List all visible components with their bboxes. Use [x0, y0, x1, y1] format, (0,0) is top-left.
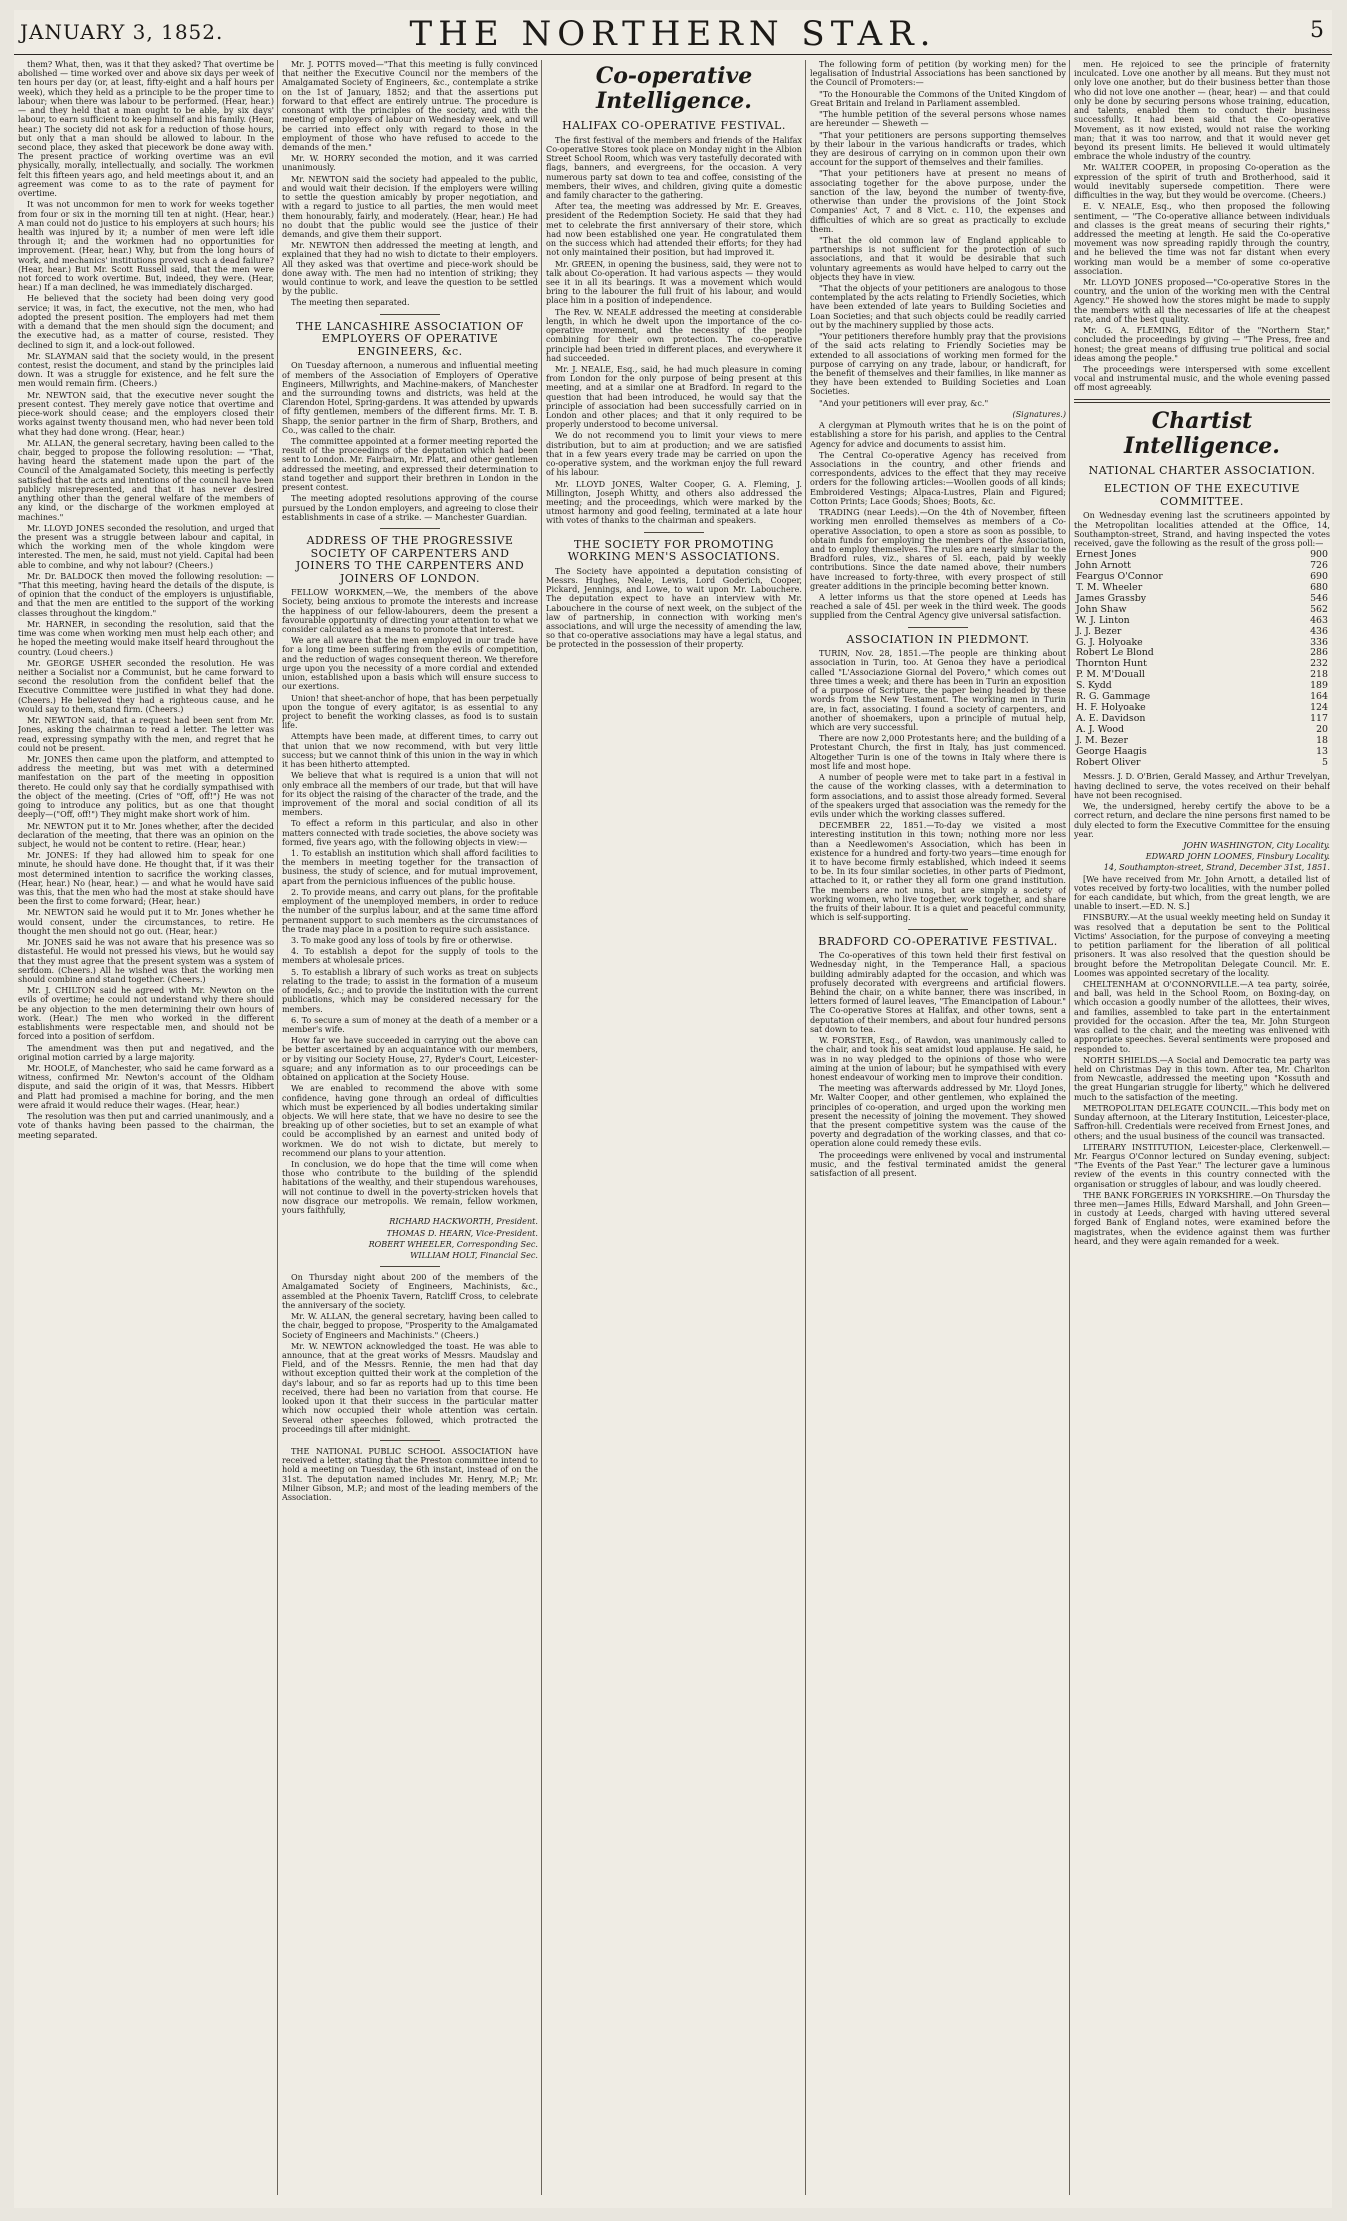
- article-paragraph: NORTH SHIELDS.—A Social and Democratic tea party was held on Christmas Day in this town. After tea, Mr. Charlton from Newcastle, addressed the meeting upon "Kossuth and the great Hungarian struggle for liberty," which he delivered much to the satisfaction of the meeting.: [1074, 1054, 1330, 1102]
- vote-row: [1074, 758, 1330, 769]
- article-paragraph: We believe that what is required is a union that will not only embrace all the members of our trade, but that will have for its object the raising of the character of the trade, and the improvement of the moral and social condition of all its members.: [282, 770, 538, 818]
- vote-count: 189: [1310, 680, 1328, 692]
- column-3: [546, 60, 802, 2200]
- article-paragraph: "That your petitioners are persons supporting themselves by their labour in the various handicrafts or trades, which they are desirous of carrying on in common upon their own account for the support of themselves and their families.: [810, 129, 1066, 168]
- article-paragraph: The Central Co-operative Agency has received from Associations in the country, and other friends and correspondents, advices to the effect that they may receive orders for the following articles:—Woollen goods of all kinds; Embroidered Vestings; Alpaca-Lustres, Plain and Figured; Cotton Prints; Lace Goods; Shoes; Boots, &c.: [810, 449, 1066, 506]
- article-paragraph: Messrs. J. D. O'Brien, Gerald Massey, and Arthur Trevelyan, having declined to serve, the votes received on their behalf have not been recognised.: [1074, 771, 1330, 800]
- article-paragraph: Mr. HOOLE, of Manchester, who said he came forward as a witness, confirmed Mr. Newton's account of the Oldham dispute, and said the origin of it was, that Messrs. Hibbert and Platt had promised a machine for boring, and the men were afraid it would reduce their wages. (Hear, hear.): [18, 1062, 274, 1110]
- section-title-cooperative: Co-operative Intelligence.: [595, 63, 753, 115]
- article-paragraph: DECEMBER 22, 1851.—To-day we visited a most interesting institution in this town; nothing more nor less than a Needlewomen's Association, which has been in existence for a hundred and forty-two years—time enough for it to have become firmly established, which indeed it seems to be. In its four similar societies, in other parts of Piedmont, attached to it, or rather they all form one grand institution. The members are not nuns, but are simply a society of working women, who live together, work together, and share the fruits of their labour. It is a quiet and peaceful community, which is self-supporting.: [810, 820, 1066, 923]
- section-rule: [908, 627, 968, 628]
- article-paragraph: THE BANK FORGERIES IN YORKSHIRE.—On Thursday the three men—James Hills, Edward Marshall, and John Green—in custody at Leeds, charged with having uttered several forged Bank of England notes, were examined before the magistrates, when the evidence against them was further heard, and they were again remanded for a week.: [1074, 1189, 1330, 1246]
- article-paragraph: Mr. GREEN, in opening the business, said, they were not to talk about Co-operation. It had various aspects — they would see it in all its bearings. It was a movement which would bring to the labourer the full fruit of his labour, and would place him in a position of independence.: [546, 258, 802, 306]
- vote-count: 18: [1316, 734, 1328, 746]
- signatory: 14, Southampton-street, Strand, December 31st, 1851.: [1103, 862, 1330, 873]
- article-paragraph: Mr. NEWTON said he would put it to Mr. Jones whether he would consent, under the circumstances, to retire. He thought the men should not go out. (Hear, hear.): [18, 907, 274, 936]
- vote-row: [1074, 747, 1330, 758]
- vote-count: 436: [1310, 625, 1328, 637]
- article-paragraph: The proceedings were interspersed with some excellent vocal and instrumental music, and the whole evening passed off most agreeably.: [1074, 364, 1330, 393]
- candidate-name: S. Kydd: [1076, 680, 1112, 692]
- vote-count: 286: [1310, 647, 1328, 659]
- page-number: 5: [1310, 18, 1324, 43]
- vote-count: 463: [1310, 614, 1328, 626]
- section-rule: [380, 314, 440, 315]
- section-rule: [380, 1266, 440, 1267]
- candidate-name: G. J. Holyoake: [1076, 636, 1143, 648]
- signatory: WILLIAM HOLT, Financial Sec.: [410, 1250, 538, 1260]
- article-paragraph: "The humble petition of the several persons whose names are hereunder — Sheweth —: [810, 109, 1066, 129]
- article-heading-bradford: BRADFORD CO-OPERATIVE FESTIVAL.: [818, 934, 1058, 948]
- article-paragraph: We do not recommend you to limit your views to mere distribution, but to aim at production; and we are satisfied that in a few years every trade may be carried on upon the co-operative system, and the workman enjoy the full reward of his labour.: [546, 430, 802, 478]
- article-paragraph: Attempts have been made, at different times, to carry out that union that we now recommend, with but very little success; but we cannot think of this union in the way in which it has been hitherto attempted.: [282, 731, 538, 770]
- candidate-name: H. F. Holyoake: [1076, 701, 1146, 713]
- vote-row: [1074, 616, 1330, 627]
- candidate-name: Feargus O'Connor: [1076, 571, 1163, 583]
- article-paragraph: TRADING (near Leeds).—On the 4th of November, fifteen working men enrolled themselves as members of a Co-operative Association, to open a store as soon as possible, to obtain funds for employing the members of the Association, and to employ themselves. The rules are nearly similar to the Bradford rules, viz., shares of 5l. each, paid by weekly contributions. Since the date named above, their numbers have increased to forty-three, with every prospect of still greater additions in the principle becoming better known.: [810, 507, 1066, 591]
- article-paragraph: The first festival of the members and friends of the Halifax Co-operative Stores took place on Monday night in the Albion Street School Room, which was very tastefully decorated with flags, banners, and evergreens, for the occasion. A very numerous party sat down to tea and coffee, consisting of the members, their wives, and children, giving quite a domestic and family character to the gathering.: [546, 134, 802, 200]
- vote-count: 546: [1310, 592, 1328, 604]
- article-paragraph: How far we have succeeded in carrying out the above can be better ascertained by an acquaintance with our members, or by visiting our Society House, 27, Ryder's Court, Leicester-square; and any information as to our proceedings can be obtained on application at the Society House.: [282, 1035, 538, 1083]
- article-paragraph: "And your petitioners will ever pray, &c.": [819, 397, 989, 408]
- section-rule: [908, 929, 968, 930]
- article-paragraph: Mr. NEWTON said, that a request had been sent from Mr. Jones, asking the chairman to read a letter. The letter was read, expressing sympathy with the men, and regret that he could not be present.: [18, 715, 274, 753]
- article-paragraph: them? What, then, was it that they asked? That overtime be abolished — time worked over and above six days per week of ten hours per day (or, at least, fifty-eight and a half hours per week), which they held as a principle to be the proper time to labour; when there was labour to be performed. (Hear, hear.) — and they held that a man ought to be able, by six days' labour, to earn sufficient to keep himself and his family. (Hear, hear.) The society did not ask for a reduction of those hours, but only that a man should be allowed to labour. In the second place, they asked that piecework be done away with. The present practice of working overtime was an evil physically, morally, intellectually, and socially. The workmen felt this fifteen years ago, and held meetings about it, and an agreement was come to as to the rate of payment for overtime.: [18, 60, 274, 199]
- article-paragraph: Mr. LLOYD JONES proposed—"Co-operative Stores in the country, and the union of the working men with the Central Agency." He showed how the stores might be made to supply the members with all the necessaries of life at the cheapest rate, and of the best quality.: [1074, 277, 1330, 324]
- masthead: [14, 10, 1332, 55]
- candidate-name: Thornton Hunt: [1076, 658, 1147, 670]
- article-paragraph: The Co-operatives of this town held their first festival on Wednesday night, in the Temperance Hall, a spacious building admirably adapted for the occasion, and which was profusely decorated with evergreens and artificial flowers. Behind the chair, on a white banner, there was inscribed, in letters formed of laurel leaves, "The Emancipation of Labour." The Co-operative Stores at Halifax, and other towns, sent a deputation of their members, and about four hundred persons sat down to tea.: [810, 950, 1066, 1034]
- article-paragraph: On Tuesday afternoon, a numerous and influential meeting of members of the Association of Employers of Operative Engineers, Millwrights, and Machine-makers, of Manchester and the surrounding towns and districts, was held at the Clarendon Hotel, Spring-gardens. It was attended by upwards of fifty gentlemen, members of the different firms. Mr. T. B. Shapp, the senior partner in the firm of Sharp, Brothers, and Co., was called to the chair.: [282, 360, 538, 435]
- vote-count: 13: [1316, 745, 1328, 757]
- article-paragraph: [We have received from Mr. John Arnott, a detailed list of votes received by forty-two localities, with the number polled for each candidate, but which, from the great length, we are unable to insert.—ED. N. S.]: [1074, 873, 1330, 912]
- article-paragraph: On Wednesday evening last the scrutineers appointed by the Metropolitan localities attended at the Office, 14, Southampton-street, Strand, and having inspected the votes received, gave the following as the result of the gross poll:—: [1074, 510, 1330, 549]
- article-paragraph: We are all aware that the men employed in our trade have for a long time been suffering from the evils of competition, and the reduction of wages consequent thereon. We therefore urge upon you the necessity of a more cordial and extended union, established upon a basis which will ensure success to our exertions.: [282, 635, 538, 692]
- article-paragraph: The proceedings were enlivened by vocal and instrumental music, and the festival terminated amidst the general satisfaction of all present.: [810, 1149, 1066, 1179]
- candidate-name: James Grassby: [1076, 592, 1147, 604]
- article-paragraph: 4. To establish a depot for the supply of tools to the members at wholesale prices.: [282, 946, 538, 966]
- candidate-name: George Haagis: [1076, 745, 1147, 757]
- vote-count: 218: [1310, 669, 1328, 681]
- candidate-name: Ernest Jones: [1076, 549, 1137, 561]
- article-paragraph: METROPOLITAN DELEGATE COUNCIL.—This body met on Sunday afternoon, at the Literary Institution, Leicester-place, Saffron-hill. Credentials were received from Ernest Jones, and others; and the usual business of the council was transacted.: [1074, 1102, 1330, 1141]
- article-paragraph: The committee appointed at a former meeting reported the result of the proceedings of the deputation which had been sent to London. Mr. Fairbairn, Mr. Platt, and other gentlemen addressed the meeting, and expressed their determination to stand together and support their brethren in London in the present contest.: [282, 436, 538, 493]
- candidate-name: John Arnott: [1076, 560, 1131, 572]
- vote-count: 726: [1310, 560, 1328, 572]
- article-paragraph: Mr. WALTER COOPER, in proposing Co-operation as the expression of the spirit of truth and Brotherhood, said it would inevitably supersede competition. There were difficulties in the way, but they would be overcome. (Cheers.): [1074, 162, 1330, 201]
- vote-count: 562: [1310, 603, 1328, 615]
- article-paragraph: Mr. NEWTON then addressed the meeting at length, and explained that they had no wish to dictate to their employers. All they asked was that overtime and piece-work should be done away with. The men had no intention of striking; they would continue to work, and leave the question to be settled by the public.: [282, 240, 538, 297]
- article-paragraph: The resolution was then put and carried unanimously, and a vote of thanks having been passed to the chairman, the meeting separated.: [18, 1111, 274, 1140]
- signatures-label: (Signatures.): [1012, 408, 1066, 419]
- article-paragraph: 5. To establish a library of such works as treat on subjects relating to the trade; to assist in the formation of a museum of models, &c.; and to provide the institution with the current publications, which may be considered necessary for the members.: [282, 966, 538, 1014]
- article-paragraph: W. FORSTER, Esq., of Rawdon, was unanimously called to the chair, and took his seat amidst loud applause. He said, he was in no way pledged to the opinions of those who were aiming at the union of labour; but he sympathised with every honest endeavour of working men to improve their condition.: [810, 1035, 1066, 1082]
- article-paragraph: Mr. NEWTON said the society had appealed to the public, and would wait their decision. If the employers were willing to settle the question amicably by proper negotiation, and with a regard to justice to all parties, the men would meet them honourably, fairly, and moderately. (Hear, hear.) He had no doubt that the public would see the justice of their demands, and give them their support.: [282, 173, 538, 239]
- vote-count: 124: [1310, 701, 1328, 713]
- article-paragraph: The meeting then separated.: [291, 297, 410, 308]
- article-paragraph: A number of people were met to take part in a festival in the cause of the working classes, with a determination to form associations, and to assist those already formed. Several of the speakers urged that association was the remedy for the evils under which the working classes suffered.: [810, 772, 1066, 819]
- newspaper-page: [14, 10, 1332, 2208]
- candidate-name: A. E. Davidson: [1076, 712, 1146, 724]
- article-paragraph: men. He rejoiced to see the principle of fraternity inculcated. Love one another by all means. But they must not only love one another, but do their business better than those who did not love one another — (hear, hear) — and that could only be done by securing persons whose training, education, and talents, enabled them to conduct their business successfully. It had been said that the Co-operative Movement, as it now existed, would not raise the working man; that it was too narrow, and that it would never get beyond its present limits. He believed it would ultimately embrace the whole industry of the country.: [1074, 60, 1330, 162]
- article-paragraph: FELLOW WORKMEN,—We, the members of the above Society, being anxious to promote the interests and increase the happiness of our fellow-labourers, deem the present a favourable opportunity of directing your attention to what we consider calculated as a means to promote that interest.: [282, 587, 538, 634]
- article-heading-promoting: THE SOCIETY FOR PROMOTING WORKING MEN'S ASSOCIATIONS.: [567, 537, 781, 564]
- article-paragraph: In conclusion, we do hope that the time will come when those who contribute to the building of the splendid habitations of the wealthy, and their stupendous warehouses, will not continue to dwell in the poverty-stricken hovels that now disgrace our metropolis. We remain, fellow workmen, yours faithfully,: [282, 1159, 538, 1216]
- article-paragraph: After tea, the meeting was addressed by Mr. E. Greaves, president of the Redemption Society. He said that they had met to celebrate the first anniversary of their store, which had now been established one year. He congratulated them on the success which had attended their efforts; for they had not only maintained their position, but had improved it.: [546, 201, 802, 258]
- article-paragraph: Mr. NEWTON said, that the executive never sought the present contest. They merely gave notice that overtime and piece-work should cease; and the employers closed their works against twenty thousand men, who had never been told what they had done wrong. (Hear, hear.): [18, 389, 274, 437]
- article-paragraph: 1. To establish an institution which shall afford facilities to the members in meeting together for the transaction of business, the study of science, and for mutual improvement, apart from the pernicious influences of the public house.: [282, 848, 538, 886]
- article-paragraph: Mr. ALLAN, the general secretary, having been called to the chair, begged to propose the following resolution: — "That, having heard the statement made upon the part of the Council of the Amalgamated Society, this meeting is perfectly satisfied that the acts and intentions of the council have been publicly misrepresented, and that it has never desired anything other than the general welfare of the members of any kind, or the discharge of the workmen employed at machines.": [18, 437, 274, 522]
- article-heading-piedmont: ASSOCIATION IN PIEDMONT.: [846, 632, 1030, 646]
- vote-count: 690: [1310, 571, 1328, 583]
- article-paragraph: "To the Honourable the Commons of the United Kingdom of Great Britain and Ireland in Parliament assembled.: [810, 88, 1066, 108]
- article-subheading-election: ELECTION OF THE EXECUTIVE COMMITTEE.: [1104, 482, 1300, 508]
- vote-results-table: [1074, 550, 1330, 768]
- article-paragraph: Mr. JONES: If they had allowed him to speak for one minute, he should have done. He thought that, if it was their most determined intention to sacrifice the working classes, (Hear, hear.) No (hear, hear.) — and what he would have said was this, that the men who had the most at stake should have been the first to come forward; (Hear, hear.): [18, 850, 274, 907]
- candidate-name: J. M. Bezer: [1076, 734, 1128, 746]
- vote-count: 900: [1310, 549, 1328, 561]
- column-4: [810, 60, 1066, 2200]
- article-paragraph: The meeting adopted resolutions approving of the course pursued by the London employers, and agreeing to close their establishments in case of a strike. — Manchester Guardian.: [282, 493, 538, 522]
- candidate-name: Robert Oliver: [1076, 756, 1141, 768]
- article-paragraph: A letter informs us that the store opened at Leeds has reached a sale of 45l. per week in the third week. The goods supplied from the Central Agency give universal satisfaction.: [810, 592, 1066, 621]
- col1-paragraphs: [18, 60, 274, 1140]
- vote-row: [1074, 670, 1330, 681]
- vote-count: 680: [1310, 582, 1328, 593]
- article-paragraph: Mr. Dr. BALDOCK then moved the following resolution: — "That this meeting, having heard the details of the dispute, is of opinion that the conduct of the employers is unjustifiable, and that the men are entitled to the support of the working classes throughout the kingdom.": [18, 570, 274, 618]
- article-paragraph: The meeting was afterwards addressed by Mr. Lloyd Jones, Mr. Walter Cooper, and other gentlemen, who explained the principles of co-operation, and urged upon the working men present the necessity of joining the movement. They showed that the present competitive system was the cause of the poverty and degradation of the working classes, and that co-operation alone could remedy these evils.: [810, 1083, 1066, 1149]
- candidate-name: John Shaw: [1076, 603, 1127, 615]
- vote-count: 232: [1310, 658, 1328, 670]
- article-paragraph: Mr. JONES said he was not aware that his presence was so distasteful. He would not pressed his views, but he would say that they must agree that the present system was a system of serfdom. (Cheers.) All he wished was that the working men should combine and stand together. (Cheers.): [18, 937, 274, 984]
- article-paragraph: The Rev. W. NEALE addressed the meeting at considerable length, in which he dwelt upon the importance of the co-operative movement, and the necessity of the people combining for their own protection. The co-operative principle had been tried in different places, and everywhere it had succeeded.: [546, 306, 802, 363]
- issue-date: JANUARY 3, 1852.: [20, 20, 224, 44]
- article-paragraph: Mr. W. NEWTON acknowledged the toast. He was able to announce, that at the great works of Messrs. Maudslay and Field, and of the Messrs. Rennie, the men had that day without exception quitted their work at the completion of the day's labour, and so far as reports had up to this time been received, there had been no variation from that course. He looked upon it that their success in the particular matter which now occupied their whole attention was certain. Several other speeches followed, which protracted the proceedings till after midnight.: [282, 1340, 538, 1434]
- article-heading-halifax: HALIFAX CO-OPERATIVE FESTIVAL.: [562, 119, 786, 133]
- article-paragraph: To effect a reform in this particular, and also in other matters connected with trade societies, the above society was formed, five years ago, with the following objects in view:—: [282, 818, 538, 847]
- article-paragraph: 6. To secure a sum of money at the death of a member or a member's wife.: [282, 1014, 538, 1034]
- article-paragraph: Mr. J. CHILTON said he agreed with Mr. Newton on the evils of overtime; he could not understand why there should be any objection to the men determining their own hours of work. (Hear.) The men who worked in the different establishments were respectable men, and should not be forced into a position of serfdom.: [18, 985, 274, 1042]
- column-2: [282, 60, 538, 2200]
- vote-row: [1074, 736, 1330, 747]
- article-paragraph: CHELTENHAM at O'CONNORVILLE.—A tea party, soirée, and ball, was held in the School Room, on Boxing-day, on which occasion a goodly number of the allottees, their wives, and families, assembled to take part in the entertainment provided for the occasion. After the tea, Mr. John Sturgeon was called to the chair, and the meeting was enlivened with appropriate speeches. Several sentiments were proposed and responded to.: [1074, 979, 1330, 1054]
- section-rule: [644, 532, 704, 533]
- article-paragraph: Mr. SLAYMAN said that the society would, in the present contest, resist the document, and stand by the principles laid down. It was a struggle for existence, and he felt sure the men would remain firm. (Cheers.): [18, 350, 274, 389]
- candidate-name: Robert Le Blond: [1076, 647, 1154, 659]
- article-paragraph: There are now 2,000 Protestants here; and the building of a Protestant Church, the first in Italy, has just commenced. Altogether Turin is one of the towns in Italy where there is most life and most hope.: [810, 733, 1066, 771]
- article-paragraph: The Society have appointed a deputation consisting of Messrs. Hughes, Neale, Lewis, Lord Goderich, Cooper, Pickard, Jennings, and Lowe, to wait upon Mr. Labouchere. The deputation expect to have an interview with Mr. Labouchere in the course of next week, on the subject of the law of partnership, in connection with working men's associations, and will urge the necessity of amending the law, so that co-operative associations may have a legal status, and be protected in the possession of their property.: [546, 565, 802, 650]
- article-paragraph: The following form of petition (by working men) for the legalisation of Industrial Associations has been sanctioned by the Council of Promoters:—: [810, 60, 1066, 88]
- vote-row: [1074, 627, 1330, 638]
- candidate-name: T. M. Wheeler: [1076, 582, 1143, 593]
- article-paragraph: Mr. NEWTON put it to Mr. Jones whether, after the decided declaration of the meeting, that there was an opinion on the subject, he would not be content to retire. (Hear, hear.): [18, 820, 274, 849]
- article-paragraph: The amendment was then put and negatived, and the original motion carried by a large majority.: [18, 1042, 274, 1062]
- article-paragraph: Mr. GEORGE USHER seconded the resolution. He was neither a Socialist nor a Communist, but he came forward to second the resolution from the confident belief that the Executive Committee were justified in what they had done. (Cheers.) He believed they had a righteous cause, and he would say to them, stand firm. (Cheers.): [18, 657, 274, 714]
- article-paragraph: "That the objects of your petitioners are analogous to those contemplated by the acts relating to Friendly Societies, which have been extended of late years to Building Societies and Loan Societies; and that such objects could be readily carried out by the machinery supplied by those acts.: [810, 283, 1066, 330]
- candidate-name: J. J. Bezer: [1076, 625, 1122, 637]
- signatory: THOMAS D. HEARN, Vice-President.: [386, 1227, 538, 1238]
- vote-count: 117: [1310, 712, 1328, 724]
- article-paragraph: Mr. W. ALLAN, the general secretary, having been called to the chair, begged to propose, "Prosperity to the Amalgamated Society of Engineers and Machinists." (Cheers.): [282, 1311, 538, 1340]
- article-heading-lancashire: THE LANCASHIRE ASSOCIATION OF EMPLOYERS OF OPERATIVE ENGINEERS, &c.: [296, 319, 524, 358]
- article-paragraph: Mr. JONES then came upon the platform, and attempted to address the meeting, but was met with a determined manifestation on the part of the meeting in opposition thereto. He could only say that he cordially sympathised with the object of the meeting. (Cries of "Off, off!") He was not going to introduce any politics, but as one that thought deeply—("Off, off!") They might make short work of him.: [18, 753, 274, 820]
- article-paragraph: It was not uncommon for men to work for weeks together from four or six in the morning till ten at night. (Hear, hear.) A man could not do justice to his employers at such hours; his health was injured by it; a number of men were left idle through it; and the workmen had no opportunities for improvement. (Hear, hear.) Why, but from the long hours of work, and mechanics' institutions proved such a dead failure? (Hear, hear.) But Mr. Scott Russell said, that the men were not forced to work overtime. But, indeed, they were. (Hear, hear.) If a man declined, he was immediately discharged.: [18, 199, 274, 293]
- section-rule: [380, 1440, 440, 1441]
- article-paragraph: On Thursday night about 200 of the members of the Amalgamated Society of Engineers, Machinists, &c., assembled at the Phoenix Tavern, Ratcliff Cross, to celebrate the anniversary of the society.: [282, 1272, 538, 1310]
- article-paragraph: Mr. HARNER, in seconding the resolution, said that the time was come when working men must help each other; and he hoped the meeting would make itself heard throughout the country. (Loud cheers.): [18, 618, 274, 657]
- article-paragraph: TURIN, Nov. 28, 1851.—The people are thinking about association in Turin, too. At Genoa they have a periodical called "L'Associazione Giornal del Povero," which comes out three times a week; and there has been in Turin an exposition of a purpose of Scripture, the paper being headed by these words from the New Testament. The working men in Turin are, in fact, associating. I found a society of carpenters, and another of shoemakers, upon a principle of mutual help, which are very successful.: [810, 648, 1066, 732]
- article-paragraph: E. V. NEALE, Esq., who then proposed the following sentiment, — "The Co-operative alliance between individuals and classes is the great means of securing their rights," addressed the meeting at length. He said the Co-operative movement was now spreading rapidly through the country, and he believed the time was not far distant when every working man would be a member of some co-operative association.: [1074, 201, 1330, 276]
- column-divider: [1069, 60, 1070, 2195]
- article-paragraph: He believed that the society had been doing very good service; it was, in fact, the executive, not the men, who had adopted the present position. The employers had met them with a demand that the men should sign the document; and the executive had, as a matter of course, resisted. They declined to sign it, and a lock-out followed.: [18, 293, 274, 350]
- article-paragraph: THE NATIONAL PUBLIC SCHOOL ASSOCIATION have received a letter, stating that the Preston committee intend to hold a meeting on Tuesday, the 6th instant, instead of on the 31st. The deputation named includes Mr. Henry, M.P.; Mr. Milner Gibson, M.P.; and most of the leading members of the Association.: [282, 1445, 538, 1503]
- article-paragraph: We, the undersigned, hereby certify the above to be a correct return, and declare the nine persons first named to be duly elected to form the Executive Committee for the ensuing year.: [1074, 801, 1330, 839]
- column-divider: [277, 60, 278, 2195]
- column-divider: [805, 60, 806, 2195]
- section-rule: [380, 528, 440, 529]
- article-paragraph: Mr. J. POTTS moved—"That this meeting is fully convinced that neither the Executive Council nor the members of the Amalgamated Society of Engineers, &c., contemplate a strike on the 1st of January, 1852; and that the assertions put forward to that effect are entirely untrue. The procedure is consonant with the principles of the society, and with the meeting of employers of labour on Wednesday week, and will be carried into effect only with regard to those in the employment of those who have refused to accede to the demands of the men.": [282, 60, 538, 152]
- candidate-name: A. J. Wood: [1076, 723, 1125, 735]
- article-paragraph: Mr. LLOYD JONES, Walter Cooper, G. A. Fleming, J. Millington, Joseph Whitty, and others also addressed the meeting; and the proceedings, which were marked by the utmost harmony and good feeling, terminated at a late hour with votes of thanks to the chairman and speakers.: [546, 478, 802, 526]
- article-paragraph: Mr. LLOYD JONES seconded the resolution, and urged that the present was a struggle between labour and capital, in which the working men of the whole kingdom were interested. The men, he said, must not yield. Capital had been able to combine, and why not labour? (Cheers.): [18, 522, 274, 570]
- article-paragraph: Union! that sheet-anchor of hope, that has been perpetually upon the tongue of every agitator, is as essential to any project to benefit the working classes, as food is to sustain life.: [282, 692, 538, 731]
- article-paragraph: 2. To provide means, and carry out plans, for the profitable employment of the unemployed members, in order to reduce the number of the surplus labour, and at the same time afford permanent support to such members as the circumstances of the trade may place in a position to require such assistance.: [282, 886, 538, 934]
- vote-count: 5: [1322, 756, 1328, 768]
- candidate-name: R. G. Gammage: [1076, 691, 1151, 703]
- article-paragraph: "That your petitioners have at present no means of associating together for the above purpose, under the sanction of the law, beyond the number of twenty-five, otherwise than under the provisions of the Joint Stock Companies' Act, 7 and 8 Vict. c. 110, the expenses and difficulties of which are so great as practically to exclude them.: [810, 168, 1066, 234]
- newspaper-title: THE NORTHERN STAR.: [409, 14, 937, 54]
- article-paragraph: A clergyman at Plymouth writes that he is on the point of establishing a store for his parish, and applies to the Central Agency for advice and documents to assist him.: [810, 420, 1066, 449]
- article-paragraph: 3. To make good any loss of tools by fire or otherwise.: [291, 935, 513, 945]
- section-double-rule: [1074, 399, 1330, 403]
- article-heading-carpenters: ADDRESS OF THE PROGRESSIVE SOCIETY OF CARPENTERS AND JOINERS TO THE CARPENTERS AND JOINERS OF LONDON.: [295, 534, 525, 585]
- vote-count: 336: [1310, 636, 1328, 648]
- article-paragraph: LITERARY INSTITUTION, Leicester-place, Clerkenwell.—Mr. Feargus O'Connor lectured on Sunday evening, subject: "The Events of the Past Year." The lecturer gave a luminous review of the events in this country connected with the organisation or struggles of labour, and was loudly cheered.: [1074, 1141, 1330, 1189]
- article-paragraph: Mr. J. NEALE, Esq., said, he had much pleasure in coming from London for the only purpose of being present at this meeting, and at a similar one at Bradford. In regard to the question that had been introduced, he would say that the principle of association had been successfully carried on in London and other places; and that it only required to be properly understood to become universal.: [546, 363, 802, 430]
- article-heading-charter: NATIONAL CHARTER ASSOCIATION.: [1088, 463, 1316, 477]
- column-1: [18, 60, 274, 2200]
- article-paragraph: "That the old common law of England applicable to partnerships is not sufficient for the protection of such associations, and that it would be desirable that such voluntary agreements as would have helped to carry out the objects they have in view.: [810, 234, 1066, 282]
- article-paragraph: Mr. W. HORRY seconded the motion, and it was carried unanimously.: [282, 153, 538, 173]
- article-paragraph: FINSBURY.—At the usual weekly meeting held on Sunday it was resolved that a deputation be sent to the Political Victims' Association, for the purpose of conveying a meeting to petition parliament for the liberation of all political prisoners. It was also resolved that the question should be brought before the Metropolitan Delegate Council. Mr. E. Loomes was appointed secretary of the locality.: [1074, 912, 1330, 978]
- vote-count: 20: [1316, 723, 1328, 735]
- candidate-name: P. M. M'Douall: [1076, 669, 1145, 681]
- candidate-name: W. J. Linton: [1076, 614, 1130, 626]
- column-divider: [541, 60, 542, 2195]
- signatory: ROBERT WHEELER, Corresponding Sec.: [368, 1238, 538, 1249]
- signatory: JOHN WASHINGTON, City Locality.: [1183, 839, 1330, 850]
- section-title-chartist: Chartist Intelligence.: [1124, 407, 1280, 459]
- article-paragraph: Mr. G. A. FLEMING, Editor of the "Northern Star," concluded the proceedings by giving — "The Press, free and honest; the great means of diffusing true political and social ideas among the people.": [1074, 325, 1330, 363]
- signatory: RICHARD HACKWORTH, President.: [389, 1216, 538, 1227]
- signatory: EDWARD JOHN LOOMES, Finsbury Locality.: [1145, 851, 1330, 862]
- article-paragraph: "Your petitioners therefore humbly pray that the provisions of the said acts relating to Friendly Societies may be extended to all associations of working men formed for the purpose of carrying on any trade, labour, or handicraft, for the benefit of themselves and their families, in like manner as they have been extended to Building Societies and Loan Societies.: [810, 331, 1066, 397]
- vote-count: 164: [1310, 691, 1328, 703]
- column-5: [1074, 60, 1330, 2200]
- article-paragraph: We are enabled to recommend the above with some confidence, having gone through an ordeal of difficulties which must be experienced by all bodies undertaking similar objects. We will here state, that we have no desire to see the breaking up of other societies, but to set an example of what could be accomplished by an earnest and united body of workmen. We do not wish to dictate, but merely to recommend our plans to your attention.: [282, 1083, 538, 1158]
